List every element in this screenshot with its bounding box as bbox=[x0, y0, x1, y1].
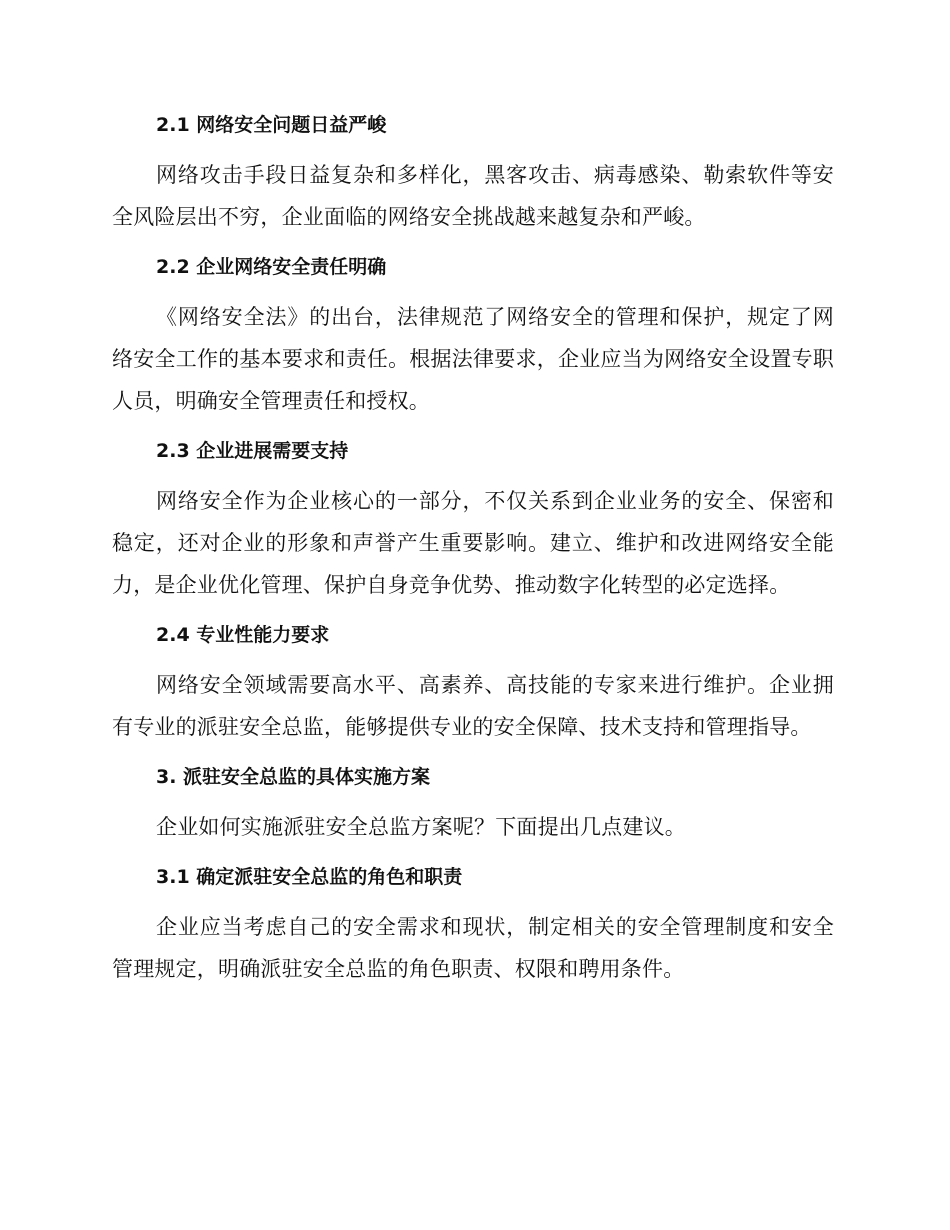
section-heading-3: 3. 派驻安全总监的具体实施方案 bbox=[156, 766, 431, 788]
section-paragraph-3-1: 企业应当考虑自己的安全需求和现状，制定相关的安全管理制度和安全管理规定，明确派驻安全总监的角色职责、权限和聘用条件。 bbox=[112, 915, 834, 981]
section-paragraph-2-1: 网络攻击手段日益复杂和多样化，黑客攻击、病毒感染、勒索软件等安全风险层出不穷，企业面临的网络安全挑战越来越复杂和严峻。 bbox=[112, 163, 834, 229]
section-paragraph-2-3: 网络安全作为企业核心的一部分，不仅关系到企业业务的安全、保密和稳定，还对企业的形象和声誉产生重要影响。建立、维护和改进网络安全能力，是企业优化管理、保护自身竞争优势、推动数字化转型的必定选择。 bbox=[112, 489, 834, 597]
section-heading-2-3: 2.3 企业进展需要支持 bbox=[156, 440, 349, 462]
section-heading-2-2: 2.2 企业网络安全责任明确 bbox=[156, 256, 387, 278]
document-page bbox=[112, 110, 834, 1004]
section-paragraph-2-2: 《网络安全法》的出台，法律规范了网络安全的管理和保护，规定了网络安全工作的基本要求和责任。根据法律要求，企业应当为网络安全设置专职人员，明确安全管理责任和授权。 bbox=[112, 305, 834, 413]
section-paragraph-3: 企业如何实施派驻安全总监方案呢？下面提出几点建议。 bbox=[156, 815, 686, 839]
section-heading-3-1: 3.1 确定派驻安全总监的角色和职责 bbox=[156, 866, 463, 888]
section-heading-2-4: 2.4 专业性能力要求 bbox=[156, 624, 330, 646]
section-paragraph-2-4: 网络安全领域需要高水平、高素养、高技能的专家来进行维护。企业拥有专业的派驻安全总监，能够提供专业的安全保障、技术支持和管理指导。 bbox=[112, 673, 834, 739]
section-heading-2-1: 2.1 网络安全问题日益严峻 bbox=[156, 114, 387, 136]
